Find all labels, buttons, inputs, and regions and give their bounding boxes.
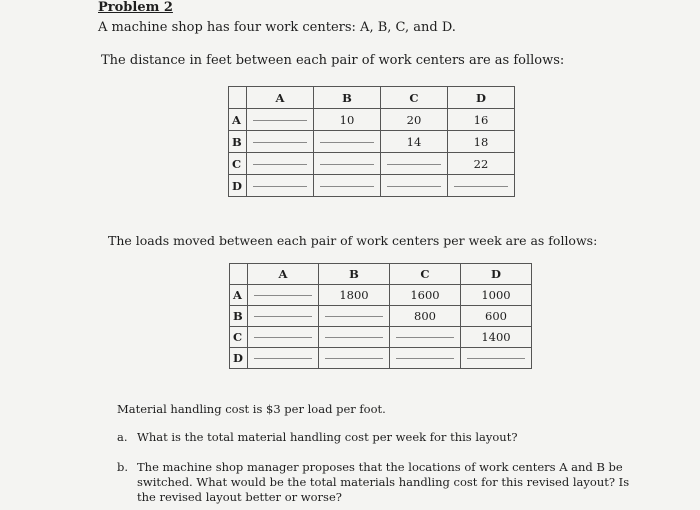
table-cell [390, 348, 461, 369]
table-cell [314, 153, 381, 175]
table-cell [248, 285, 319, 306]
row-header: B [230, 306, 248, 327]
intro-text: A machine shop has four work centers: A, B, C, and D. [98, 20, 456, 35]
table-cell [247, 109, 314, 131]
table-row [230, 285, 532, 306]
table-row [229, 175, 515, 197]
distance-intro-text: The distance in feet between each pair of work centers are as follows: [101, 53, 565, 68]
row-header: B [229, 131, 247, 153]
question-b-text: The machine shop manager proposes that the locations of work centers A and B be switched. What would be the total materials handling cost for this revised layout? Is the revised layout better or worse? [137, 460, 630, 504]
column-header: D [448, 87, 515, 109]
question-a [117, 430, 518, 444]
table-cell: 600 [461, 306, 532, 327]
loads-intro-text: The loads moved between each pair of work centers per week are as follows: [108, 233, 598, 248]
table-row [230, 348, 532, 369]
table-cell [248, 306, 319, 327]
table-cell [247, 175, 314, 197]
row-header: C [230, 327, 248, 348]
table-cell [448, 175, 515, 197]
table-cell: 22 [448, 153, 515, 175]
corner-cell [229, 87, 247, 109]
table-cell [314, 131, 381, 153]
table-cell [248, 348, 319, 369]
corner-cell [230, 264, 248, 285]
table-cell: 16 [448, 109, 515, 131]
cost-note: Material handling cost is $3 per load per foot. [117, 402, 386, 416]
problem-title: Problem 2 [98, 0, 173, 15]
column-header: D [461, 264, 532, 285]
row-header: A [230, 285, 248, 306]
row-header: D [230, 348, 248, 369]
table-cell: 1800 [319, 285, 390, 306]
table-cell [319, 327, 390, 348]
table-cell: 800 [390, 306, 461, 327]
column-header: C [390, 264, 461, 285]
column-header: B [314, 87, 381, 109]
table-cell [319, 348, 390, 369]
row-header: D [229, 175, 247, 197]
loads-table [229, 263, 532, 369]
table-cell: 1000 [461, 285, 532, 306]
column-header: C [381, 87, 448, 109]
table-row [229, 153, 515, 175]
table-header-row [230, 264, 532, 285]
table-row [229, 109, 515, 131]
row-header: C [229, 153, 247, 175]
table-cell: 14 [381, 131, 448, 153]
table-cell [247, 131, 314, 153]
table-cell: 10 [314, 109, 381, 131]
table-row [230, 306, 532, 327]
question-a-text: What is the total material handling cost per week for this layout? [137, 430, 518, 444]
table-cell [381, 175, 448, 197]
distance-table [228, 86, 515, 197]
table-header-row [229, 87, 515, 109]
question-b-letter: b. [117, 460, 129, 474]
table-cell: 1600 [390, 285, 461, 306]
table-row [229, 131, 515, 153]
table-cell: 20 [381, 109, 448, 131]
table-row [230, 327, 532, 348]
question-b [117, 460, 647, 505]
table-cell: 1400 [461, 327, 532, 348]
table-cell [381, 153, 448, 175]
row-header: A [229, 109, 247, 131]
column-header: A [248, 264, 319, 285]
table-cell [319, 306, 390, 327]
column-header: B [319, 264, 390, 285]
column-header: A [247, 87, 314, 109]
table-cell [461, 348, 532, 369]
table-cell [314, 175, 381, 197]
table-cell [390, 327, 461, 348]
question-a-letter: a. [117, 430, 128, 444]
table-cell [248, 327, 319, 348]
table-cell: 18 [448, 131, 515, 153]
table-cell [247, 153, 314, 175]
